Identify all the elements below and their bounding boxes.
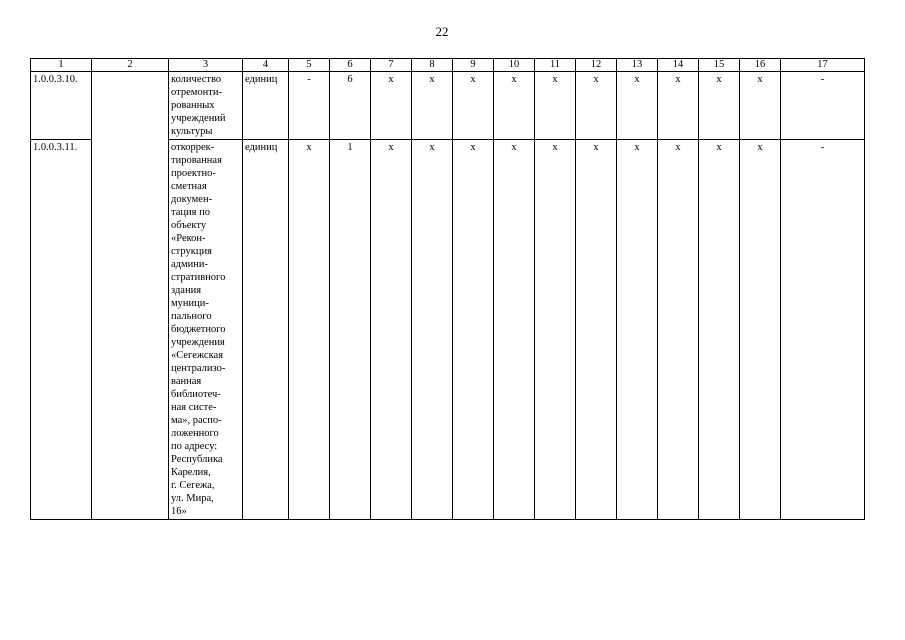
row-value: х: [740, 72, 781, 140]
description-line: учреждений: [171, 113, 226, 124]
description-line: количество: [171, 74, 222, 85]
header-cell: 15: [699, 59, 740, 72]
description-line: муници-: [171, 298, 209, 309]
header-cell: 1: [31, 59, 92, 72]
row-value: х: [699, 72, 740, 140]
description-line: ул. Мира,: [171, 493, 214, 504]
row-value: -: [781, 140, 865, 520]
row-value: х: [371, 140, 412, 520]
description-line: библиотеч-: [171, 389, 221, 400]
indicators-table: [30, 58, 865, 520]
row-value: х: [412, 140, 453, 520]
description-line: рованных: [171, 100, 215, 111]
row-value: х: [699, 140, 740, 520]
header-cell: 17: [781, 59, 865, 72]
description-line: объекту: [171, 220, 207, 231]
description-line: отремонти-: [171, 87, 222, 98]
description-line: докумен-: [171, 194, 213, 205]
header-cell: 4: [243, 59, 289, 72]
description-line: г. Сегежа,: [171, 480, 215, 491]
row-value: х: [658, 72, 699, 140]
row-code: 1.0.0.3.10.: [31, 72, 92, 140]
row-value: х: [453, 140, 494, 520]
row-value: х: [740, 140, 781, 520]
row-value: х: [617, 72, 658, 140]
row-unit: единиц: [243, 72, 289, 140]
description-line: админи-: [171, 259, 209, 270]
header-cell: 6: [330, 59, 371, 72]
description-line: ванная: [171, 376, 202, 387]
description-line: откоррек-: [171, 142, 215, 153]
description-line: сметная: [171, 181, 207, 192]
description-line: ная систе-: [171, 402, 217, 413]
description-line: ложенного: [171, 428, 219, 439]
row-value: х: [576, 140, 617, 520]
description-line: 16»: [171, 506, 187, 517]
header-cell: 11: [535, 59, 576, 72]
header-cell: 7: [371, 59, 412, 72]
row-value: х: [371, 72, 412, 140]
description-line: ма», распо-: [171, 415, 222, 426]
row-value: 1: [330, 140, 371, 520]
row-value: х: [535, 140, 576, 520]
header-cell: 5: [289, 59, 330, 72]
description-line: проектно-: [171, 168, 216, 179]
row-value: х: [289, 140, 330, 520]
row-description: [169, 72, 243, 140]
description-line: бюджетного: [171, 324, 226, 335]
description-line: «Рекон-: [171, 233, 206, 244]
row-value: х: [617, 140, 658, 520]
description-line: по адресу:: [171, 441, 218, 452]
description-line: стративного: [171, 272, 226, 283]
description-line: тированная: [171, 155, 222, 166]
description-line: «Сегежская: [171, 350, 224, 361]
row-value: х: [412, 72, 453, 140]
row-code: 1.0.0.3.11.: [31, 140, 92, 520]
header-cell: 9: [453, 59, 494, 72]
description-line: Карелия,: [171, 467, 211, 478]
row-value: х: [658, 140, 699, 520]
description-line: тация по: [171, 207, 210, 218]
row-value: -: [289, 72, 330, 140]
row-value: х: [494, 140, 535, 520]
description-line: централизо-: [171, 363, 226, 374]
description-line: Республика: [171, 454, 223, 465]
description-line: здания: [171, 285, 202, 296]
header-cell: 3: [169, 59, 243, 72]
page-number: 22: [435, 24, 449, 39]
row-value: х: [576, 72, 617, 140]
header-row: [31, 59, 865, 72]
header-cell: 14: [658, 59, 699, 72]
description-line: учреждения: [171, 337, 225, 348]
header-cell: 8: [412, 59, 453, 72]
row-description: [169, 140, 243, 520]
header-cell: 2: [92, 59, 169, 72]
row-value: -: [781, 72, 865, 140]
row-value: х: [494, 72, 535, 140]
header-cell: 16: [740, 59, 781, 72]
header-cell: 13: [617, 59, 658, 72]
header-cell: 10: [494, 59, 535, 72]
description-line: струкция: [171, 246, 212, 257]
row-col2: [92, 72, 169, 520]
table-row: [31, 72, 865, 140]
header-cell: 12: [576, 59, 617, 72]
row-unit: единиц: [243, 140, 289, 520]
description-line: пального: [171, 311, 212, 322]
row-value: х: [453, 72, 494, 140]
row-value: 6: [330, 72, 371, 140]
description-line: культуры: [171, 126, 213, 137]
row-value: х: [535, 72, 576, 140]
